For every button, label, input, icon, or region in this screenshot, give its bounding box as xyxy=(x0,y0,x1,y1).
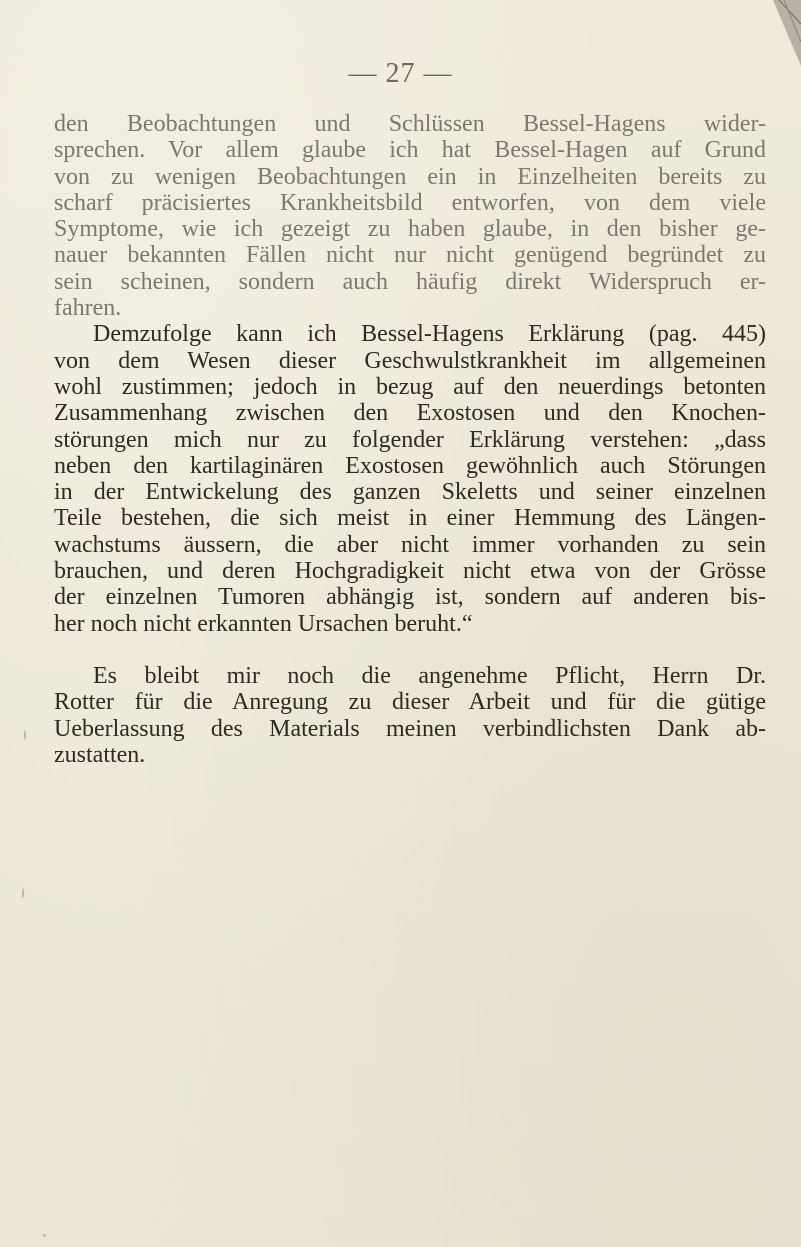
paragraph-1-line-3: von zu wenigen Beobachtungen ein in Einzelheiten bereits zu xyxy=(54,163,766,190)
scan-speck xyxy=(43,1234,46,1237)
paragraph-1-line-1: den Beobachtungen und Schlüssen Bessel-Hagens wider- xyxy=(54,111,766,137)
paragraph-1-line-5: Symptome, wie ich gezeigt zu haben glaube, in den bisher ge- xyxy=(54,216,766,243)
scan-speck xyxy=(22,888,24,898)
paragraph-1 xyxy=(54,111,766,321)
paragraph-2-line-7: in der Entwickelung des ganzen Skeletts und seiner einzelnen xyxy=(54,479,766,506)
paragraph-3 xyxy=(54,663,766,768)
paragraph-2-line-5: störungen mich nur zu folgender Erklärung verstehen: „dass xyxy=(54,426,766,453)
paragraph-2-line-11: der einzelnen Tumoren abhängig ist, sondern auf anderen bis- xyxy=(54,584,766,611)
paragraph-1-line-6: nauer bekannten Fällen nicht nur nicht genügend begründet zu xyxy=(54,242,766,269)
paragraph-2-line-6: neben den kartilaginären Exostosen gewöhnlich auch Störungen xyxy=(54,452,766,479)
paragraph-3-line-2: Rotter für die Anregung zu dieser Arbeit und für die gütige xyxy=(54,689,766,716)
paragraph-3-line-1: Es bleibt mir noch die angenehme Pflicht, Herrn Dr. xyxy=(93,662,766,689)
paragraph-3-line-4: zustatten. xyxy=(54,741,146,768)
paragraph-2-line-8: Teile bestehen, die sich meist in einer Hemmung des Längen- xyxy=(54,505,766,532)
scan-speck xyxy=(24,730,26,740)
paragraph-2-line-1: Demzufolge kann ich Bessel-Hagens Erklärung (pag. 445) xyxy=(93,321,766,348)
paragraph-2-line-10: brauchen, und deren Hochgradigkeit nicht etwa von der Grösse xyxy=(54,558,766,585)
paragraph-2 xyxy=(54,321,766,637)
body-text xyxy=(54,111,766,768)
paragraph-2-line-12: her noch nicht erkannten Ursachen beruht.“ xyxy=(54,610,473,637)
paragraph-gap xyxy=(54,637,766,663)
paragraph-1-line-4: scharf präcisiertes Krankheitsbild entworfen, von dem viele xyxy=(54,189,766,216)
paragraph-2-line-9: wachstums äussern, die aber nicht immer vorhanden zu sein xyxy=(54,531,766,558)
paragraph-3-line-3: Ueberlassung des Materials meinen verbindlichsten Dank ab- xyxy=(54,715,766,742)
paragraph-1-line-7: sein scheinen, sondern auch häufig direkt Widerspruch er- xyxy=(54,268,766,295)
paragraph-2-line-3: wohl zustimmen; jedoch in bezug auf den neuerdings betonten xyxy=(54,373,766,400)
page-number: — 27 — xyxy=(348,58,453,89)
page-corner-fold xyxy=(767,0,801,66)
paragraph-2-line-4: Zusammenhang zwischen den Exostosen und den Knochen- xyxy=(54,400,766,427)
paragraph-2-line-2: von dem Wesen dieser Geschwulstkrankheit im allgemeinen xyxy=(54,347,766,374)
paragraph-1-line-2: sprechen. Vor allem glaube ich hat Bessel-Hagen auf Grund xyxy=(54,137,766,164)
paragraph-1-line-8: fahren. xyxy=(54,295,122,322)
